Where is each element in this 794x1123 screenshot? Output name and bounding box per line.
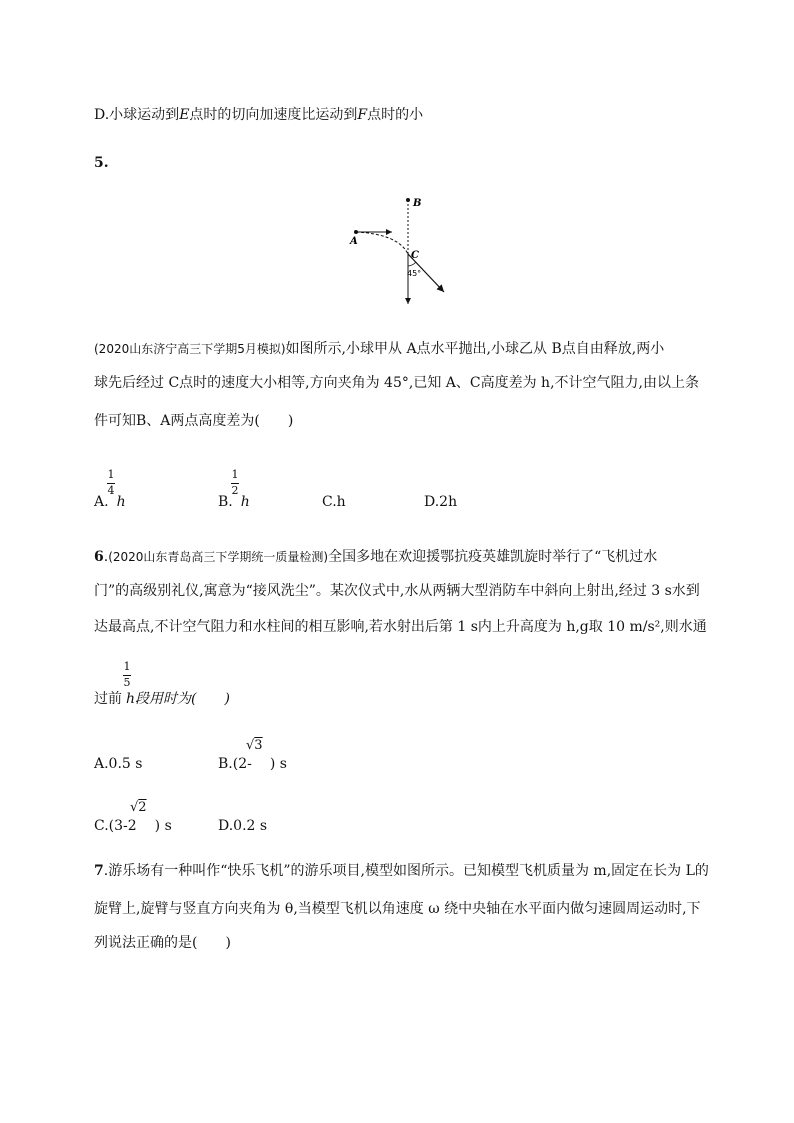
q7-line-2: 旋臂上,旋臂与竖直方向夹角为 θ,当模型飞机以角速度 ω 绕中央轴在水平面内做匀速圆周运动时,下 — [94, 901, 701, 917]
q7-line-3: 列说法正确的是( ) — [94, 935, 231, 951]
label-angle: 45° — [407, 269, 422, 278]
q5-option-d: D.2h — [424, 494, 458, 510]
q5-figure — [340, 192, 460, 314]
q6-line-2: 门”的高级别礼仪,寓意为“接风洗尘”。某次仪式中,水从两辆大型消防车中斜向上射出,经过 3 s水到 — [94, 583, 700, 599]
label-b: B — [413, 198, 422, 209]
label-a: A — [350, 236, 358, 247]
q5-option-c: C.h — [322, 494, 346, 510]
q6-line-3: 达最高点,不计空气阻力和水柱间的相互影响,若水射出后第 1 s内上升高度为 h,g取 10 m/s²,则水通 — [94, 619, 707, 635]
angle-arc — [408, 262, 416, 266]
q6-option-a: A.0.5 s — [94, 756, 143, 772]
q4-option-d: D.小球运动到E点时的切向加速度比运动到F点时的小 — [94, 107, 424, 123]
q5-number: 5. — [94, 155, 109, 171]
q6-line-1: 6.(2020山东青岛高三下学期统一质量检测)全国多地在欢迎援鄂抗疫英雄凯旋时举行了“飞机过水 — [94, 549, 658, 565]
q5-line-1: (2020山东济宁高三下学期5月模拟)如图所示,小球甲从 A点水平抛出,小球乙从 B点自由释放,两小 — [94, 341, 665, 357]
label-c: C — [411, 250, 419, 261]
q7-line-1: 7.游乐场有一种叫作“快乐飞机”的游乐项目,模型如图所示。已知模型飞机质量为 m,固定在长为 L的 — [94, 863, 709, 879]
q5-line-2: 球先后经过 C点时的速度大小相等,方向夹角为 45°,已知 A、C高度差为 h,不计空气阻力,由以上条 — [94, 375, 699, 391]
q6-option-d: D.0.2 s — [218, 818, 268, 834]
q5-line-3: 件可知B、A两点高度差为( ) — [94, 413, 294, 429]
trajectory-curve — [356, 232, 408, 254]
point-b — [406, 198, 410, 202]
